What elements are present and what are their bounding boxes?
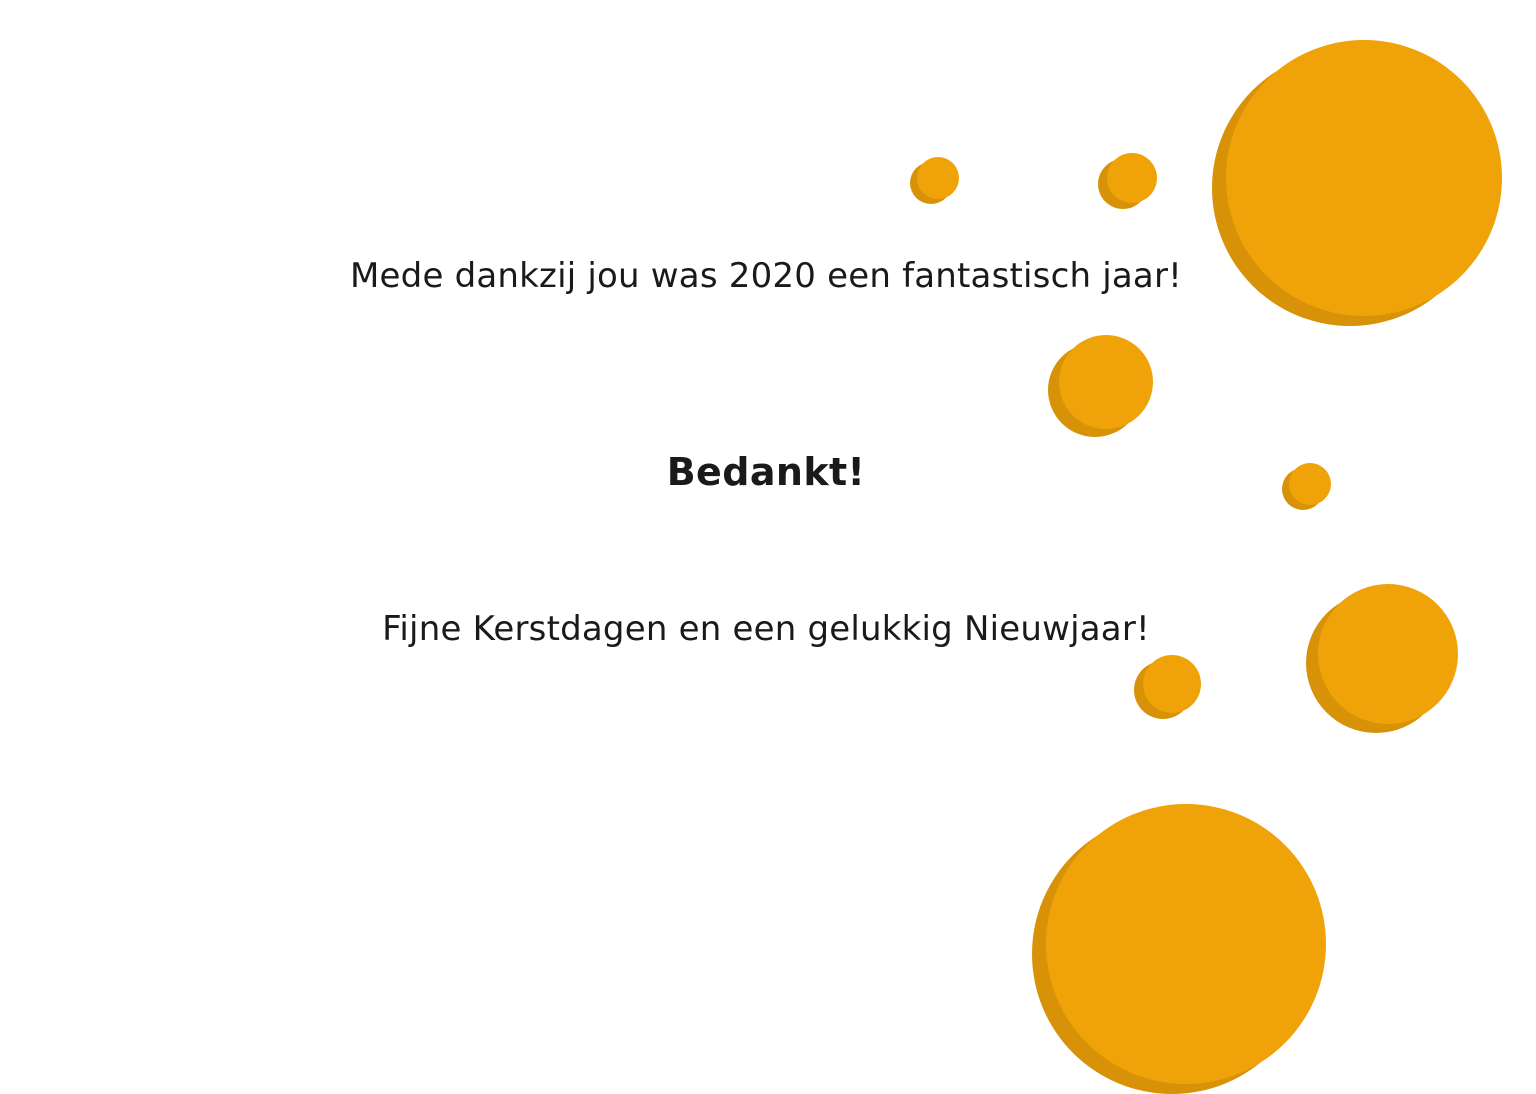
card-wishes-text: Fijne Kerstdagen en een gelukkig Nieuwjaar! — [382, 609, 1150, 649]
card-intro-text: Mede dankzij jou was 2020 een fantastisch jaar! — [350, 256, 1182, 296]
card-thanks-heading: Bedankt! — [666, 450, 866, 494]
